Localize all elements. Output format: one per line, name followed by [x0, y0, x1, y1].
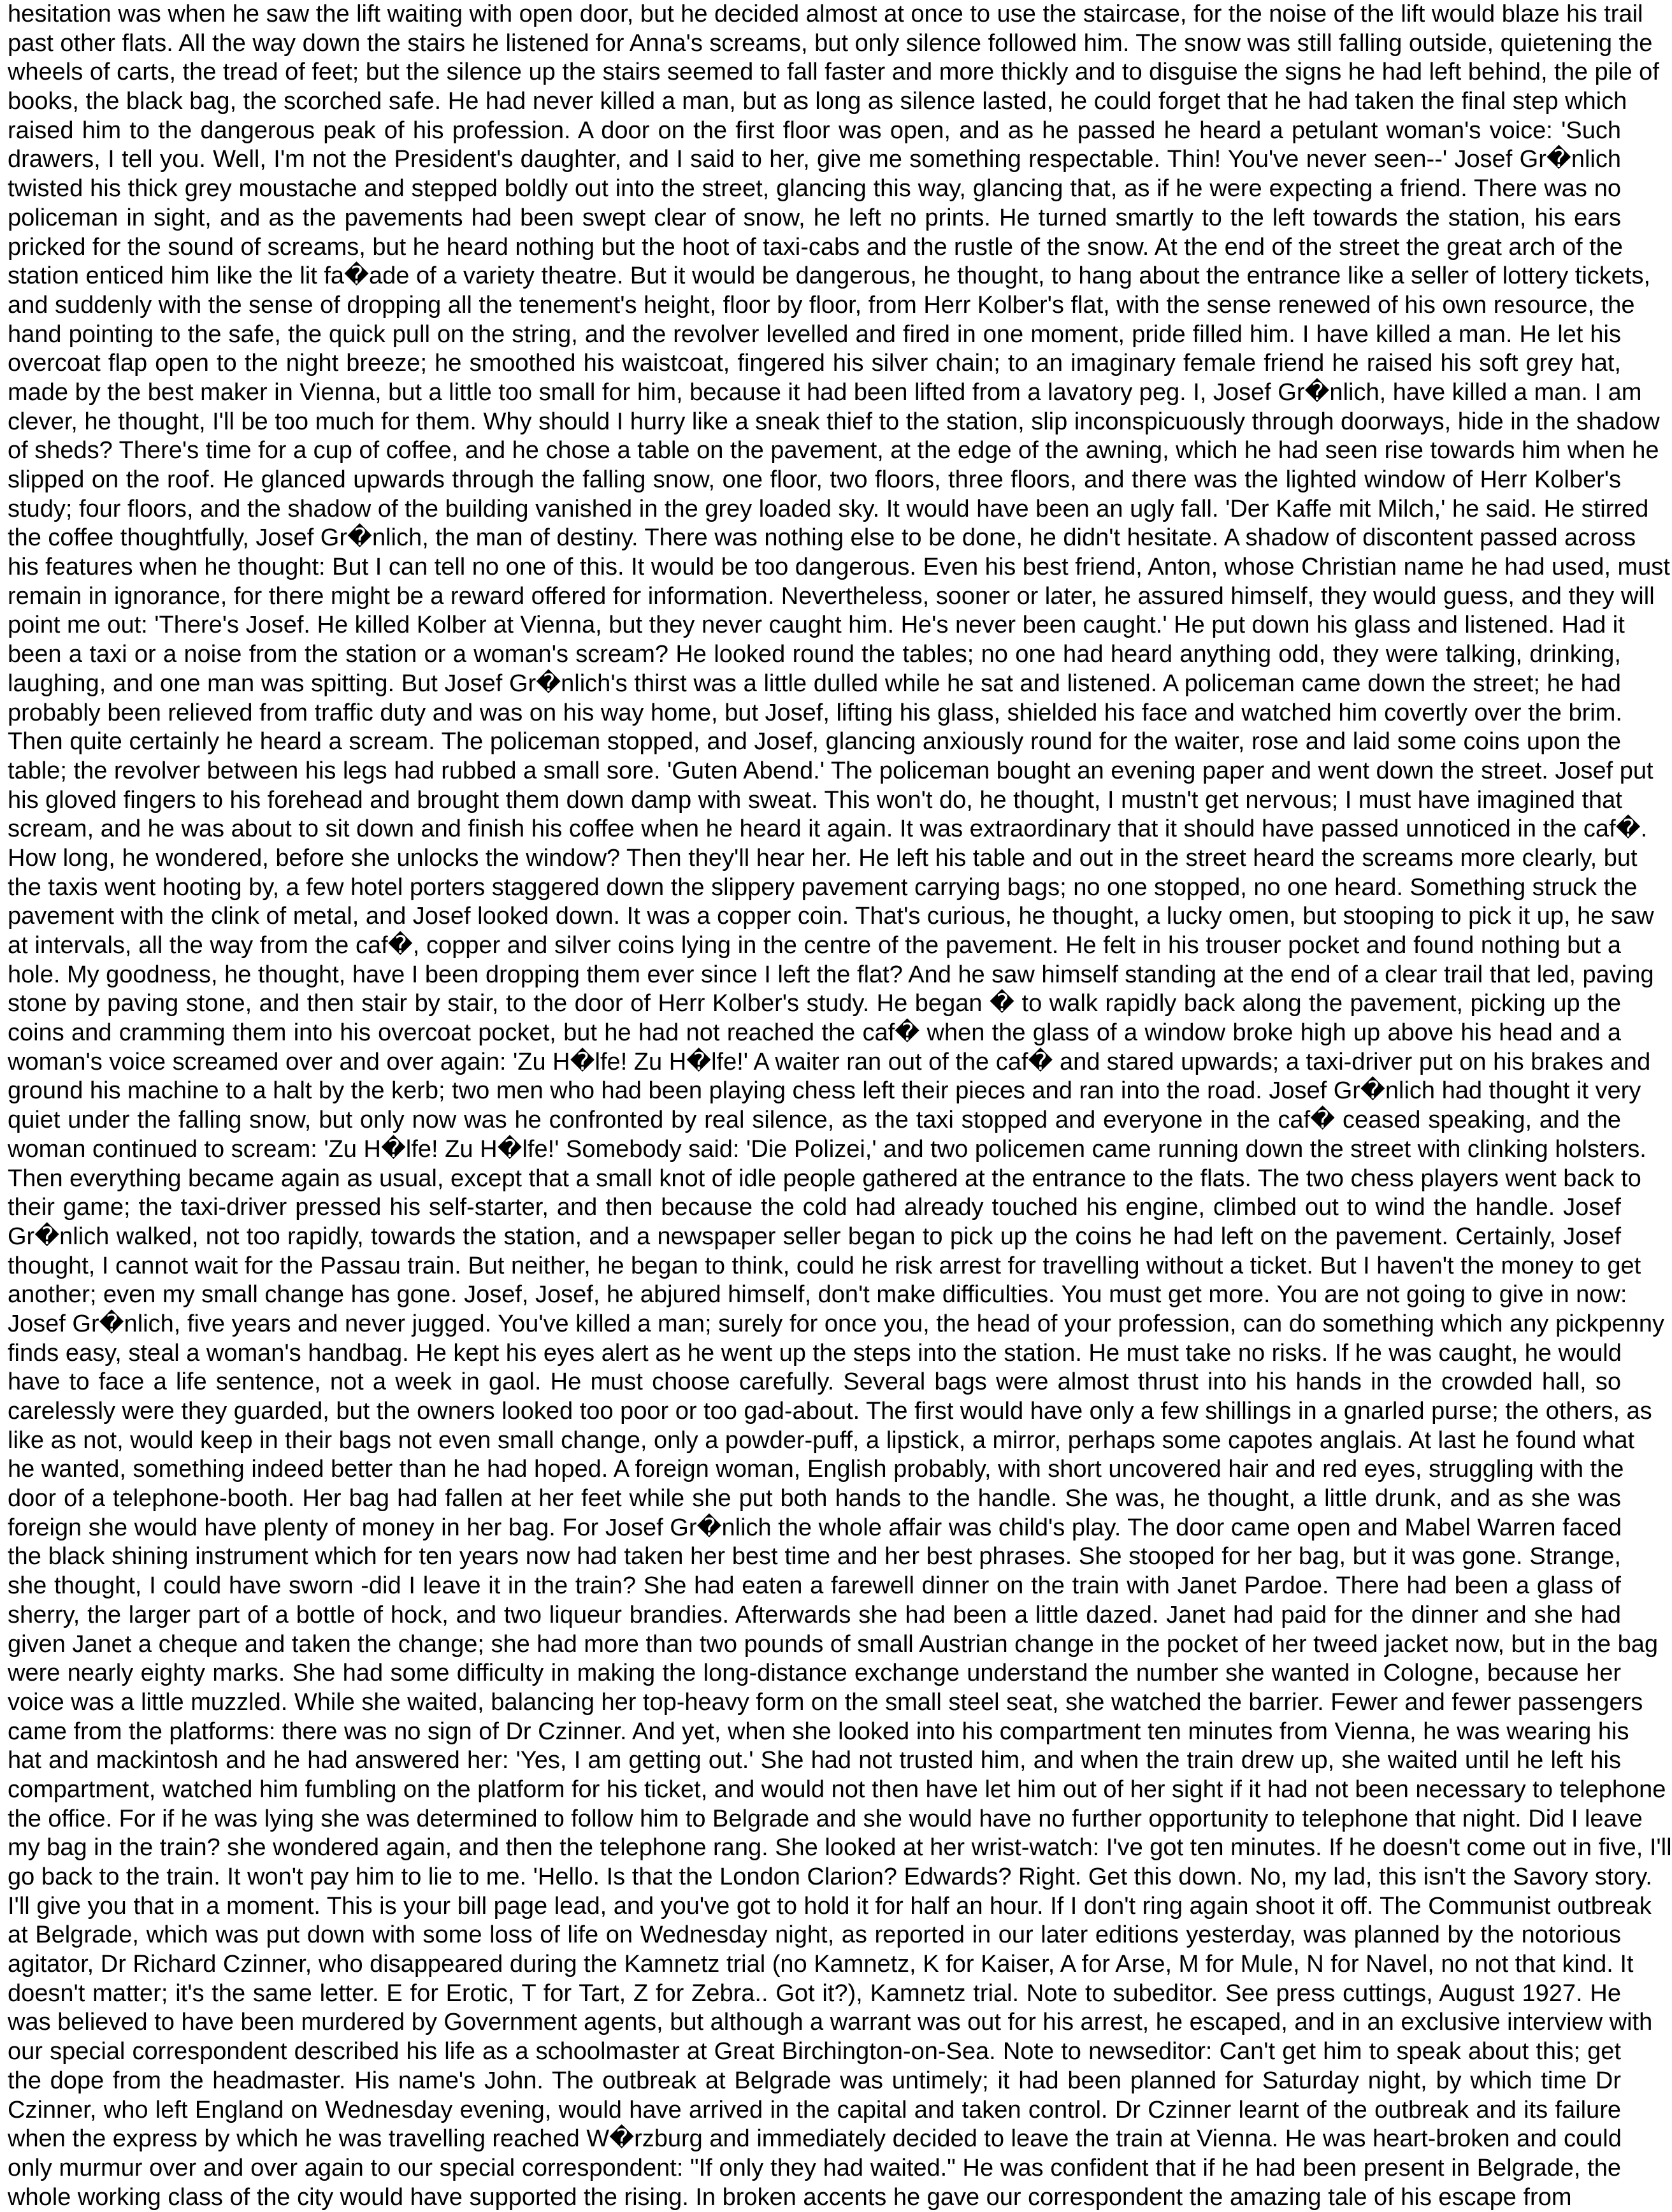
document-page [8, 0, 1672, 2211]
text-line: drawers, I tell you. Well, I'm not the President's daughter, and I said to her, give me something respectable. Thin! You've never seen--' Josef Gr�nlich [8, 146, 1621, 173]
text-line: pavement with the clink of metal, and Josef looked down. It was a copper coin. That's curious, he thought, a lucky omen, but stooping to pick it up, he saw [8, 903, 1654, 930]
text-line: laughing, and one man was spitting. But Josef Gr�nlich's thirst was a little dulled while he sat and listened. A policeman came down the street; he had [8, 670, 1621, 697]
text-line: woman continued to scream: 'Zu H�lfe! Zu H�lfe!' Somebody said: 'Die Polizei,' and two policemen came running down the street with clinking holsters. [8, 1135, 1647, 1163]
text-line: stone by paving stone, and then stair by stair, to the door of Herr Kolber's study. He began � to walk rapidly back along the pavement, picking up the [8, 990, 1621, 1017]
text-line: ground his machine to a halt by the kerb; two men who had been playing chess left their pieces and ran into the road. Josef Gr�nlich had thought it very [8, 1077, 1641, 1105]
text-line: whole working class of the city would have supported the rising. In broken accents he gave our correspondent the amazing tale of his escape from [8, 2183, 1572, 2211]
text-line: agitator, Dr Richard Czinner, who disappeared during the Kamnetz trial (no Kamnetz, K for Kaiser, A for Arse, M for Mule, N for Navel, no not that kind. It [8, 1951, 1634, 1978]
text-line: quiet under the falling snow, but only now was he confronted by real silence, as the taxi stopped and everyone in the caf� ceased speaking, and the [8, 1107, 1622, 1134]
text-line: Then everything became again as usual, except that a small knot of idle people gathered at the entrance to the flats. The two chess players went back to [8, 1165, 1641, 1192]
text-line: slipped on the roof. He glanced upwards through the falling snow, one floor, two floors, three floors, and there was the lighted window of Herr Kolber's [8, 466, 1621, 493]
text-line: coins and cramming them into his overcoat pocket, but he had not reached the caf� when the glass of a window broke high up above his head and a [8, 1019, 1621, 1047]
text-line: the taxis went hooting by, a few hotel porters staggered down the slippery pavement carrying bags; no one stopped, no one heard. Something struck the [8, 873, 1638, 901]
text-line: books, the black bag, the scorched safe. He had never killed a man, but as long as silence lasted, he could forget that he had taken the final step which [8, 88, 1627, 115]
text-line: the black shining instrument which for ten years now had taken her best time and her best phrases. She stooped for her bag, but it was gone. Strange, [8, 1543, 1621, 1570]
text-line: twisted his thick grey moustache and stepped boldly out into the street, glancing this way, glancing that, as if he were expecting a friend. There was no [8, 175, 1621, 203]
text-line: finds easy, steal a woman's handbag. He kept his eyes alert as he went up the steps into the station. He must take no risks. If he was caught, he would [8, 1339, 1622, 1367]
text-line: I'll give you that in a moment. This is your bill page lead, and you've got to hold it for half an hour. If I don't ring again shoot it off. The Communist outbreak [8, 1892, 1652, 1920]
text-line: was believed to have been murdered by Government agents, but although a warrant was out for his arrest, he escaped, and in an exclusive interview with [8, 2009, 1653, 2036]
text-line: hand pointing to the safe, the quick pull on the string, and the revolver levelled and fired in one moment, pride filled him. I have killed a man. He let his [8, 320, 1621, 348]
text-line: of sheds? There's time for a cup of coffee, and he chose a table on the pavement, at the edge of the awning, which he had seen rise towards him when he [8, 437, 1659, 464]
text-line: pricked for the sound of screams, but he heard nothing but the hoot of taxi-cabs and the rustle of the snow. At the end of the street the great arch of the [8, 233, 1623, 261]
text-line: study; four floors, and the shadow of the building vanished in the grey loaded sky. It would have been an ugly fall. 'Der Kaffe mit Milch,' he said. He stirred [8, 495, 1649, 522]
text-line: she thought, I could have sworn -did I leave it in the train? She had eaten a farewell dinner on the train with Janet Pardoe. There had been a glass of [8, 1572, 1621, 1600]
text-line: the office. For if he was lying she was determined to follow him to Belgrade and she would have no further opportunity to telephone that night. Did I leave [8, 1805, 1643, 1832]
text-line: Gr�nlich walked, not too rapidly, towards the station, and a newspaper seller began to pick up the coins he had left on the pavement. Certainly, Josef [8, 1223, 1621, 1250]
text-line: overcoat flap open to the night breeze; he smoothed his waistcoat, fingered his silver chain; to an imaginary female friend he raised his soft grey hat, [8, 350, 1621, 377]
text-line: hat and mackintosh and he had answered her: 'Yes, I am getting out.' She had not trusted him, and when the train drew up, she waited until he left his [8, 1747, 1621, 1774]
text-line: door of a telephone-booth. Her bag had fallen at her feet while she put both hands to the handle. She was, he thought, a little drunk, and as she was [8, 1485, 1621, 1512]
text-line: Then quite certainly he heard a scream. The policeman stopped, and Josef, glancing anxiously round for the waiter, rose and laid some coins upon the [8, 728, 1621, 756]
text-line: like as not, would keep in their bags not even small change, only a powder-puff, a lipstick, a mirror, perhaps some capotes anglais. At last he found what [8, 1426, 1635, 1454]
text-line: only murmur over and over again to our special correspondent: "If only they had waited." He was confident that if he had been present in Belgrade, the [8, 2154, 1621, 2181]
text-line: his gloved fingers to his forehead and brought them down damp with sweat. This won't do, he thought, I mustn't get nervous; I must have imagined that [8, 786, 1622, 814]
text-line: point me out: 'There's Josef. He killed Kolber at Vienna, but they never caught him. He's never been caught.' He put down his glass and listened. Had it [8, 612, 1625, 639]
text-line: another; even my small change has gone. Josef, Josef, he abjured himself, don't make difficulties. You must get more. You are not going to give in now: [8, 1281, 1627, 1309]
text-line: compartment, watched him fumbling on the platform for his ticket, and would not then have let him out of her sight if it had not been necessary to telephone [8, 1776, 1666, 1803]
text-line: came from the platforms: there was no sign of Dr Czinner. And yet, when she looked into his compartment ten minutes from Vienna, he was wearing his [8, 1718, 1629, 1745]
text-line: hesitation was when he saw the lift waiting with open door, but he decided almost at once to use the staircase, for the noise of the lift would blaze his trail [8, 1, 1643, 27]
text-line: raised him to the dangerous peak of his profession. A door on the first floor was open, and as he passed he heard a petulant woman's voice: 'Such [8, 117, 1621, 144]
text-line: hole. My goodness, he thought, have I been dropping them ever since I left the flat? And he saw himself standing at the end of a clear trail that led, paving [8, 961, 1654, 988]
text-line: my bag in the train? she wondered again, and then the telephone rang. She looked at her wrist-watch: I've got ten minutes. If he doesn't come out in five, I'll [8, 1834, 1672, 1862]
text-line: he wanted, something indeed better than he had hoped. A foreign woman, English probably, with short uncovered hair and red eyes, struggling with the [8, 1456, 1624, 1483]
text-line: clever, he thought, I'll be too much for them. Why should I hurry like a sneak thief to the station, slip inconspicuously through doorways, hide in the shadow [8, 408, 1660, 435]
text-line: when the express by which he was travelling reached W�rzburg and immediately decided to leave the train at Vienna. He was heart-broken and could [8, 2125, 1622, 2153]
text-line: scream, and he was about to sit down and finish his coffee when he heard it again. It was extraordinary that it should have passed unnoticed in the caf�. [8, 815, 1648, 843]
text-line: Czinner, who left England on Wednesday evening, would have arrived in the capital and taken control. Dr Czinner learnt of the outbreak and its failure [8, 2096, 1621, 2123]
text-line: and suddenly with the sense of dropping all the tenement's height, floor by floor, from Herr Kolber's flat, with the sense renewed of his own resource, the [8, 291, 1635, 319]
text-line: doesn't matter; it's the same letter. E for Erotic, T for Tart, Z for Zebra.. Got it?), Kamnetz trial. Note to subeditor. See press cuttings, August 1927. He [8, 1979, 1621, 2007]
text-line: woman's voice screamed over and over again: 'Zu H�lfe! Zu H�lfe!' A waiter ran out of the caf� and stared upwards; a taxi-driver put on his brakes and [8, 1048, 1651, 1075]
text-line: station enticed him like the lit fa�ade of a variety theatre. But it would be dangerous, he thought, to hang about the entrance like a seller of lottery tickets, [8, 262, 1651, 290]
text-line: their game; the taxi-driver pressed his self-starter, and then because the cold had already touched his engine, climbed out to wind the handle. Josef [8, 1194, 1621, 1221]
text-line: wheels of carts, the tread of feet; but the silence up the stairs seemed to fall faster and more thickly and to disguise the signs he had left behind, the pile of [8, 59, 1659, 86]
text-line: been a taxi or a noise from the station or a woman's scream? He looked round the tables; no one had heard anything odd, they were talking, drinking, [8, 641, 1621, 668]
text-line: voice was a little muzzled. While she waited, balancing her top-heavy form on the small steel seat, she watched the barrier. Fewer and fewer passengers [8, 1688, 1643, 1716]
text-line: at Belgrade, which was put down with some loss of life on Wednesday night, as reported in our later editions yesterday, was planned by the notorious [8, 1921, 1621, 1949]
text-line: sherry, the larger part of a bottle of hock, and two liqueur brandies. Afterwards she had been a little dazed. Janet had paid for the dinner and she had [8, 1601, 1621, 1628]
text-line: his features when he thought: But I can tell no one of this. It would be too dangerous. Even his best friend, Anton, whose Christian name he had used, must [8, 554, 1670, 581]
text-line: the dope from the headmaster. His name's John. The outbreak at Belgrade was untimely; it had been planned for Saturday night, by which time Dr [8, 2067, 1621, 2094]
text-line: foreign she would have plenty of money in her bag. For Josef Gr�nlich the whole affair was child's play. The door came open and Mabel Warren faced [8, 1514, 1622, 1541]
text-line: table; the revolver between his legs had rubbed a small sore. 'Guten Abend.' The policeman bought an evening paper and went down the street. Josef put [8, 757, 1654, 784]
text-line: have to face a life sentence, not a week in gaol. He must choose carefully. Several bags were almost thrust into his hands in the crowded hall, so [8, 1368, 1621, 1396]
text-line: policeman in sight, and as the pavements had been swept clear of snow, he left no prints. He turned smartly to the left towards the station, his ears [8, 204, 1621, 231]
text-line: our special correspondent described his life as a schoolmaster at Great Birchington-on-Sea. Note to newseditor: Can't get him to speak about this; get [8, 2038, 1621, 2065]
text-line: given Janet a cheque and taken the change; she had more than two pounds of small Austrian change in the pocket of her tweed jacket now, but in the bag [8, 1630, 1658, 1658]
text-line: thought, I cannot wait for the Passau train. But neither, he began to think, could he risk arrest for travelling without a ticket. But I haven't the money to get [8, 1252, 1641, 1279]
text-line: made by the best maker in Vienna, but a little too small for him, because it had been lifted from a lavatory peg. I, Josef Gr�nlich, have killed a man. I am [8, 378, 1642, 406]
text-line: remain in ignorance, for there might be a reward offered for information. Nevertheless, sooner or later, he assured himself, they would guess, and they will [8, 582, 1655, 610]
text-line: How long, he wondered, before she unlocks the window? Then they'll hear her. He left his table and out in the street heard the screams more clearly, but [8, 844, 1638, 872]
text-line: were nearly eighty marks. She had some difficulty in making the long-distance exchange understand the number she wanted in Cologne, because her [8, 1660, 1621, 1687]
text-line: Josef Gr�nlich, five years and never jugged. You've killed a man; surely for once you, the head of your profession, can do something which any pickpenny [8, 1310, 1665, 1337]
text-line: probably been relieved from traffic duty and was on his way home, but Josef, lifting his glass, shielded his face and watched him covertly over the brim. [8, 699, 1622, 726]
text-line: the coffee thoughtfully, Josef Gr�nlich, the man of destiny. There was nothing else to be done, he didn't hesitate. A shadow of discontent passed across [8, 524, 1636, 552]
text-line: carelessly were they guarded, but the owners looked too poor or too gad-about. The first would have only a few shillings in a gnarled purse; the others, as [8, 1398, 1652, 1425]
text-line: go back to the train. It won't pay him to lie to me. 'Hello. Is that the London Clarion? Edwards? Right. Get this down. No, my lad, this isn't the Savory story. [8, 1864, 1652, 1890]
text-line: at intervals, all the way from the caf�, copper and silver coins lying in the centre of the pavement. He felt in his trouser pocket and found nothing but a [8, 932, 1621, 959]
text-line: past other flats. All the way down the stairs he listened for Anna's screams, but only silence followed him. The snow was still falling outside, quietening the [8, 29, 1653, 57]
